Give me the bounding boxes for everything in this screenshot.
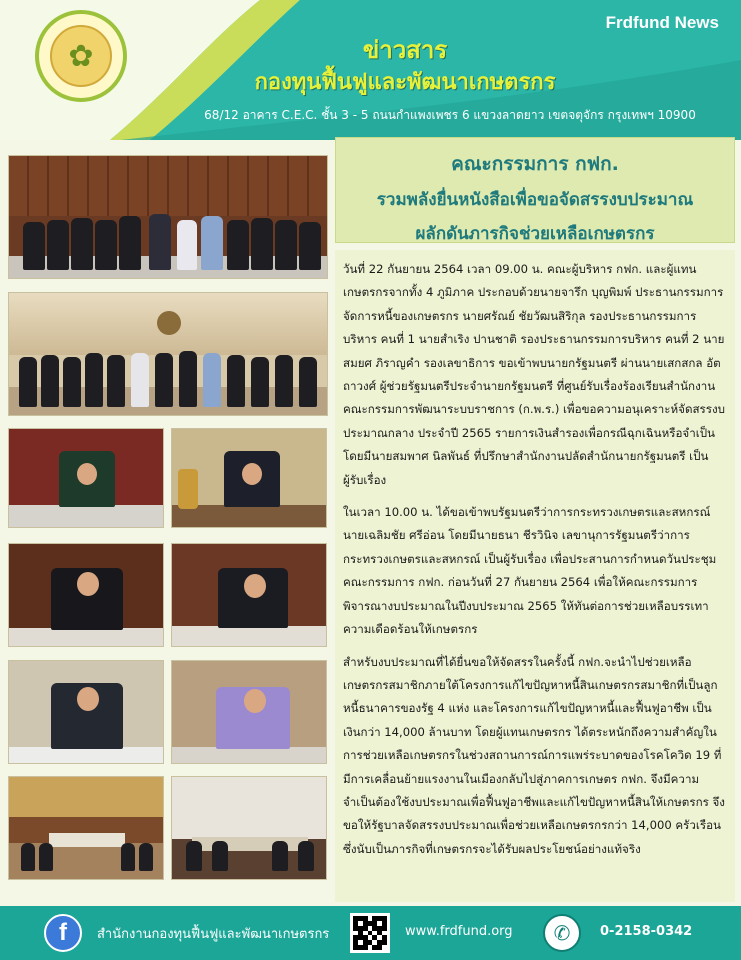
address-line: 68/12 อาคาร C.E.C. ชั้น 3 - 5 ถนนกำแพงเพชร 6 แขวงลาดยาว เขตจตุจักร กรุงเทพฯ 10900 <box>204 108 696 122</box>
footer-org-name[interactable]: สำนักงานกองทุนฟื้นฟูและพัฒนาเกษตรกร <box>97 927 330 942</box>
farmer-emblem-icon: ✿ <box>50 25 112 87</box>
organization-title: กองทุนฟื้นฟูและพัฒนาเกษตรกร <box>254 70 556 95</box>
article-paragraph-2: ในเวลา 10.00 น. ได้ขอเข้าพบรัฐมนตรีว่าการกระทรวงเกษตรและสหกรณ์ นายเฉลิมชัย ศรีอ่อน โดยมีนายธนา ชีรวินิจ เลขานุการรัฐมนตรีว่าการกระทรวงเกษตรและสหกรณ์ เป็นผู้รับเรื่อง เพื่อประสานการกำหนดวันประชุมคณะกรรมการ กฟก. ก่อนวันที่ 27 กันยายน 2564 เพื่อให้คณะกรรมการพิจารณางบประมาณในปีงบประมาณ 2565 ให้ทันต่อการช่วยเหลือบรรเทาความเดือดร้อนให้เกษตรกร <box>343 505 717 637</box>
article-paragraph-1: วันที่ 22 กันยายน 2564 เวลา 09.00 น. คณะผู้บริหาร กฟก. และผู้แทนเกษตรกรจากทั้ง 4 ภูมิภาค ประกอบด้วยนายจารึก บุญพิมพ์ ประธานกรรมการจัดการหนี้ของเกษตรกร นายศรัณย์ ชัยวัฒนสิริกุล รองประธานกรรมการบริหาร คนที่ 1 นายสำเริง ปานชาติ รองประธานกรรมการบริหาร คนที่ 2 นายสมยศ ภิราญคำ รองเลขาธิการ ขอเข้าพบนายกรัฐมนตรี ผ่านนายเสกสกล อัตถาวงศ์ ผู้ช่วยรัฐมนตรีประจำนายกรัฐมนตรี ที่ศูนย์รับเรื่องร้องเรียนสำนักงานคณะกรรมการพัฒนาระบบราชการ (ก.พ.ร.) เพื่อขอความอนุเคราะห์จัดสรรงบประมาณกลาง ประจำปี 2565 รายการเงินสำรองเพื่อกรณีฉุกเฉินหรือจำเป็น โดยมีนายสมพาศ นิลพันธ์ ที่ปรึกษาสำนักงานปลัดสำนักนายกรัฐมนตรี เป็นผู้รับเรื่อง <box>343 262 726 487</box>
photo-meeting-room-wide <box>8 776 164 880</box>
brand-name: Frdfund News <box>605 13 719 32</box>
photo-representative-purple <box>171 660 327 764</box>
footer-bar <box>0 906 741 960</box>
emblem-icon <box>178 469 198 509</box>
news-title: ข่าวสาร <box>362 36 448 64</box>
photo-secretary-seated <box>171 543 327 647</box>
emblem-icon <box>157 311 181 335</box>
article-paragraph-3: สำหรับงบประมาณที่ได้ยื่นขอให้จัดสรรในครั้งนี้ กฟก.จะนำไปช่วยเหลือเกษตรกรสมาชิกภายใต้โครงการแก้ไขปัญหาหนี้สินเกษตรกรสมาชิกที่เป็นลูกหนี้ธนาคารของรัฐ 4 แห่ง และโครงการแก้ไขปัญหาหนี้และฟื้นฟูอาชีพ เป็นเงินกว่า 14,000 ล้านบาท โดยผู้แทนเกษตรกร ได้ตระหนักถึงความสำคัญในการช่วยเหลือเกษตรกรในช่วงสถานการณ์การแพร่ระบาดของโรคโควิด 19 ที่มีการเคลื่อนย้ายแรงงานในเมืองกลับไปสู่ภาคการเกษตร กฟก. จึงมีความจำเป็นต้องใช้งบประมาณเพื่อฟื้นฟูอาชีพและแก้ไขปัญหาหนี้สินให้เกษตรกร จึงขอให้รัฐบาลจัดสรรงบประมาณเพื่อช่วยเหลือเกษตรกรกว่า 14,000 ครัวเรือน ซึ่งนับเป็นภารกิจที่เกษตรกรจะได้รับผลประโยชน์อย่างแท้จริง <box>343 654 725 856</box>
photo-minister-seated <box>8 543 164 647</box>
photo-representative-speaking <box>8 660 164 764</box>
headline-line-2: รวมพลังยื่นหนังสือเพื่อขอจัดสรรงบประมาณ <box>376 190 694 210</box>
photo-official-seated-right <box>171 428 327 528</box>
phone-number[interactable]: 0-2158-0342 <box>600 924 693 939</box>
headline-box <box>335 137 735 243</box>
article-body <box>335 250 735 902</box>
headline-line-3: ผลักดันภารกิจช่วยเหลือเกษตรกร <box>415 224 655 244</box>
qr-code-icon[interactable] <box>350 913 390 953</box>
photo-group-handover <box>8 155 328 279</box>
phone-icon[interactable]: ✆ <box>543 914 581 952</box>
meeting-table <box>192 837 308 851</box>
frdfund-logo <box>35 10 127 102</box>
photo-conference-group <box>8 292 328 416</box>
facebook-icon[interactable]: f <box>44 914 82 952</box>
website-link[interactable]: www.frdfund.org <box>405 924 513 939</box>
headline-line-1: คณะกรรมการ กฟก. <box>451 153 619 175</box>
photo-meeting-room-table <box>171 776 327 880</box>
header-banner <box>0 0 741 140</box>
photo-official-seated-left <box>8 428 164 528</box>
meeting-table <box>49 833 125 847</box>
